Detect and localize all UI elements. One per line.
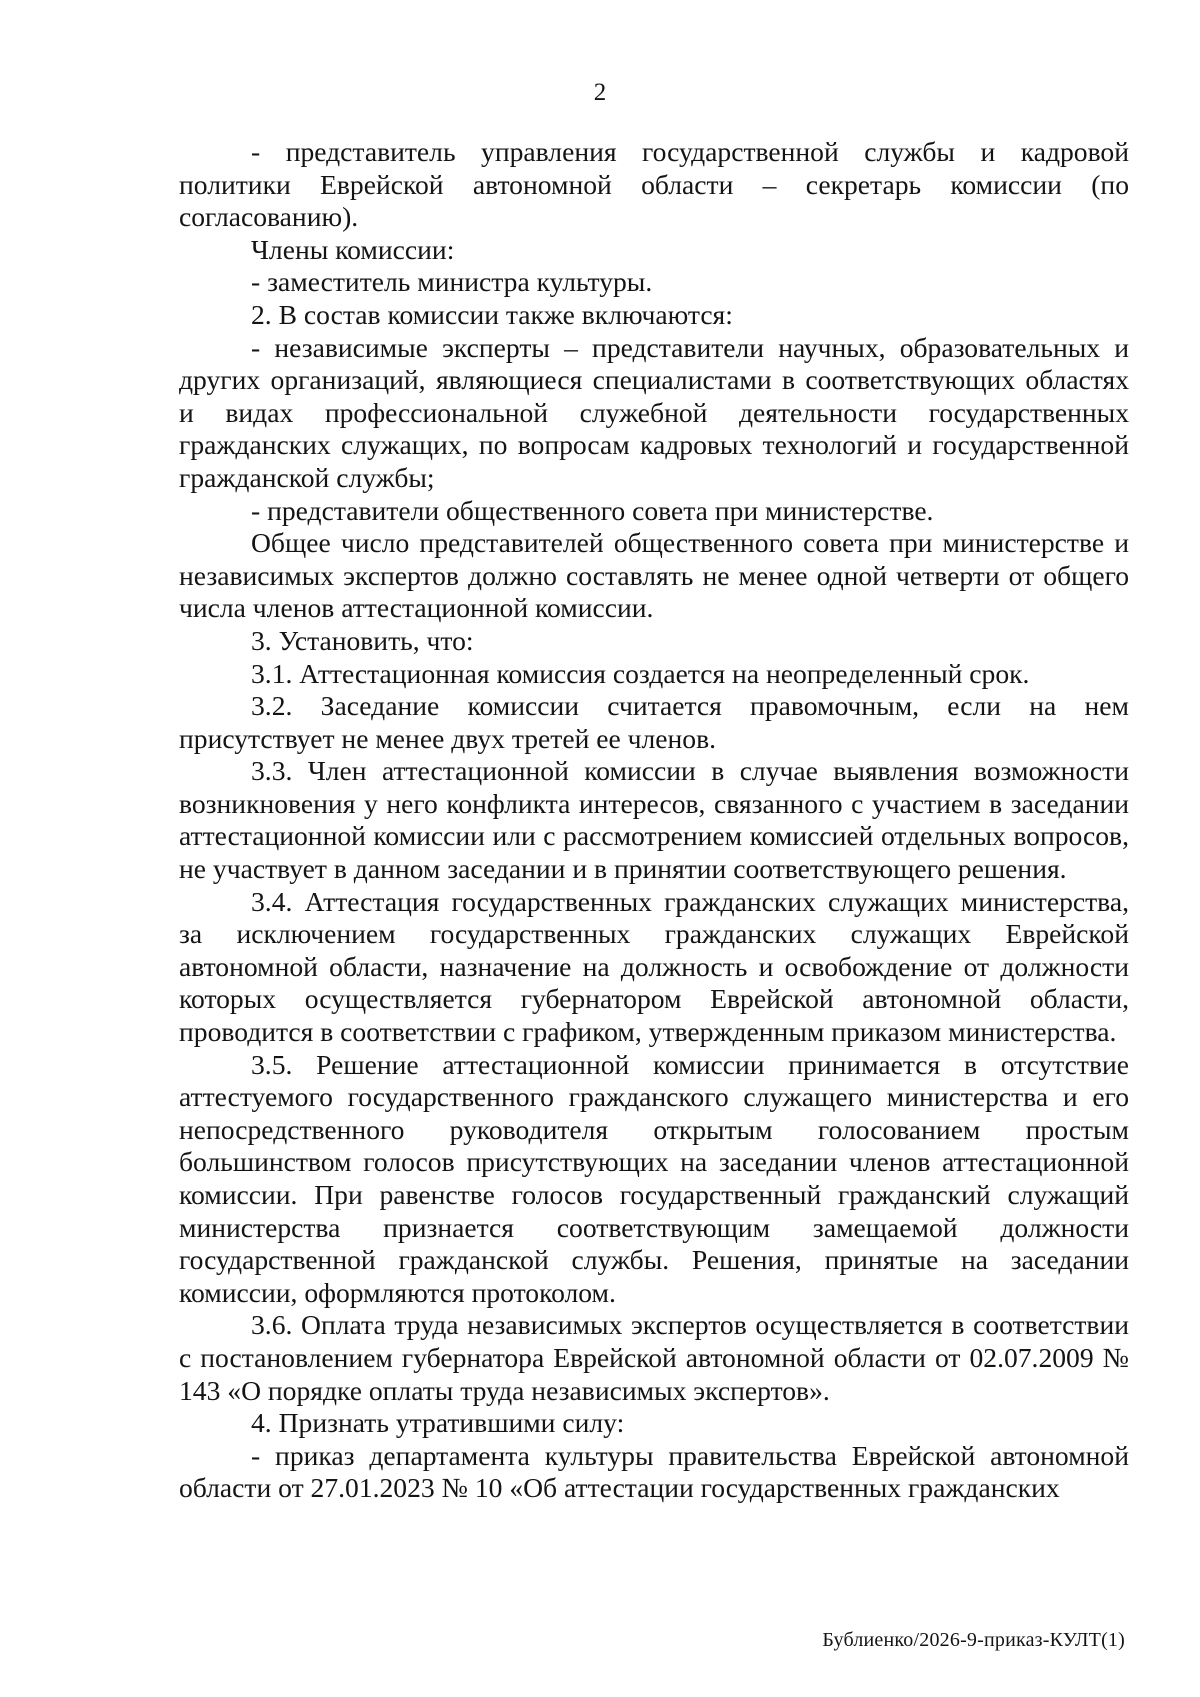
document-body bbox=[179, 136, 1129, 1505]
paragraph-item-2: 2. В состав комиссии также включаются: bbox=[251, 298, 733, 330]
paragraph-item-3-5: 3.5. Решение аттестационной комиссии принимается в отсутствие аттестуемого государственного гражданского служащего министерства и его непосредственного руководителя открытым голосованием простым большинством голосов присутствующих на заседании членов аттестационной комиссии. При равенстве голосов государственный гражданский служащий министерства признается соответствующим замещаемой должности государственной гражданской службы. Решения, принятые на заседании комиссии, оформляются протоколом. bbox=[179, 1048, 1129, 1308]
paragraph-members-heading: Члены комиссии: bbox=[251, 233, 455, 265]
paragraph-item-4: 4. Признать утратившими силу: bbox=[251, 1407, 625, 1439]
paragraph-item-3-4: 3.4. Аттестация государственных гражданских служащих министерства, за исключением государственных гражданских служащих Еврейской автономной области, назначение на должность и освобождение от должности которых осуществляется губернатором Еврейской автономной области, проводится в соответствии с графиком, утвержденным приказом министерства. bbox=[179, 885, 1129, 1048]
paragraph-item-3: 3. Установить, что: bbox=[251, 624, 474, 656]
paragraph-deputy-minister: - заместитель министра культуры. bbox=[251, 266, 653, 298]
paragraph-independent-experts: - независимые эксперты – представители научных, образовательных и других организаций, являющиеся специалистами в соответствующих областях и видах профессиональной служебной деятельности государственных гражданских служащих, по вопросам кадровых технологий и государственной гражданской службы; bbox=[179, 331, 1129, 493]
page-number: 2 bbox=[593, 79, 607, 106]
paragraph-secretary: - представитель управления государственной службы и кадровой политики Еврейской автономной области – секретарь комиссии (по согласованию). bbox=[179, 136, 1129, 233]
paragraph-total-number: Общее число представителей общественного совета при министерстве и независимых экспертов должно составлять не менее одной четверти от общего числа членов аттестационной комиссии. bbox=[179, 527, 1129, 624]
paragraph-public-council: - представители общественного совета при министерстве. bbox=[251, 494, 934, 526]
document-code-footer: Бублиенко/2026-9-приказ-КУЛТ(1) bbox=[822, 1629, 1125, 1651]
paragraph-item-3-3: 3.3. Член аттестационной комиссии в случае выявления возможности возникновения у него конфликта интересов, связанного с участием в заседании аттестационной комиссии или с рассмотрением комиссией отдельных вопросов, не участвует в данном заседании и в принятии соответствующего решения. bbox=[179, 755, 1129, 885]
paragraph-item-3-6: 3.6. Оплата труда независимых экспертов осуществляется в соответствии с постановлением губернатора Еврейской автономной области от 02.07.2009 № 143 «О порядке оплаты труда независимых экспертов». bbox=[179, 1309, 1129, 1406]
paragraph-repealed-order: - приказ департамента культуры правительства Еврейской автономной области от 27.01.2023 № 10 «Об аттестации государственных гражданских bbox=[179, 1439, 1129, 1504]
paragraph-item-3-2: 3.2. Заседание комиссии считается правомочным, если на нем присутствует не менее двух третей ее членов. bbox=[179, 690, 1129, 754]
paragraph-item-3-1: 3.1. Аттестационная комиссия создается на неопределенный срок. bbox=[251, 657, 1030, 689]
